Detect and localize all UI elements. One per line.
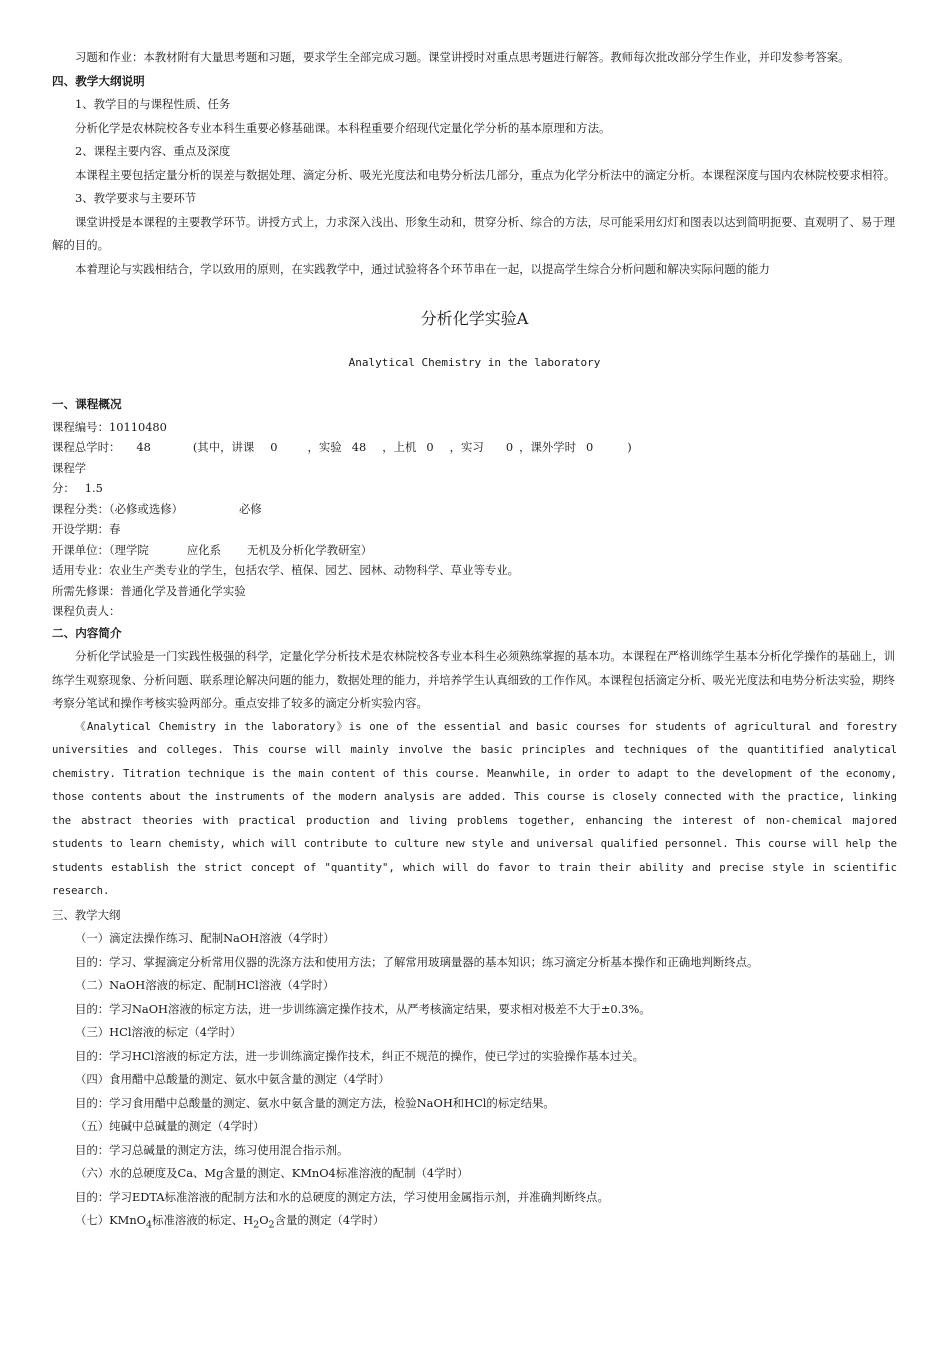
hours-total: 48: [136, 440, 151, 454]
course-title: 分析化学实验A: [420, 309, 529, 328]
unit7-sub3: 2: [268, 1219, 275, 1231]
credit-label-2: 分：: [52, 481, 75, 495]
course-unit: [52, 540, 897, 561]
course-subtitle: Analytical Chemistry in the laboratory: [348, 356, 601, 369]
category-value: 必修: [239, 501, 262, 516]
lecture-hours: 0: [270, 440, 278, 454]
unit-goal: 目的：学习NaOH溶液的标定方法，进一步训练滴定操作技术，从严考核滴定结果，要求相对极差不大于±0.3%。: [75, 1001, 651, 1016]
item1-title: 1、教学目的与课程性质、任务: [75, 97, 231, 111]
extra-hours: 0: [586, 440, 594, 454]
overview-heading: 一、课程概况: [52, 397, 122, 411]
computer-label: ，上机: [382, 440, 417, 454]
content-heading: 二、内容简介: [52, 625, 122, 640]
unit-goal: 目的：学习食用醋中总酸量的测定、氨水中氨含量的测定方法，检验NaOH和HCl的标定结果。: [75, 1095, 555, 1110]
extra-label: ，课外学时: [519, 440, 577, 454]
unit-title: （一）滴定法操作练习、配制NaOH溶液（4学时）: [75, 931, 335, 945]
category-label: 课程分类：（必修或选修）: [52, 501, 183, 516]
syllabus-heading: 三、教学大纲: [52, 907, 121, 922]
unit-goal: 目的：学习、掌握滴定分析常用仪器的洗涤方法和使用方法；了解常用玻璃量器的基本知识；练习滴定分析基本操作和正确地判断终点。: [75, 954, 759, 969]
credit-value: 1.5: [84, 481, 103, 495]
practice-hours: 0: [505, 440, 514, 454]
practice-label: ，实习: [449, 440, 484, 454]
unit7-prefix: （七）KMnO: [75, 1213, 147, 1227]
unit-title: （五）纯碱中总碱量的测定（4学时）: [75, 1119, 265, 1133]
course-leader: 课程负责人：: [52, 604, 121, 618]
unit-dept: 应化系: [186, 542, 222, 557]
unit7-sub2: 2: [253, 1219, 260, 1231]
syllabus-units: [52, 927, 897, 1237]
item3-text: 课堂讲授是本课程的主要教学环节。讲授方式上，力求深入浅出、形象生动和，贯穿分析、综合的方法，尽可能采用幻灯和图表以达到简明扼要、直观明了、易于理解的目的。: [52, 214, 896, 252]
hours-breakdown-open: (其中，讲课: [192, 440, 255, 454]
course-code: 课程编号：10110480: [52, 419, 167, 434]
unit-office: 无机及分析化学教研室）: [247, 542, 373, 557]
item2-text: 本课程主要包括定量分析的误差与数据处理、滴定分析、吸光光度法和电势分析法几部分，重点为化学分析法中的滴定分析。本课程深度与国内农林院校要求相符。: [75, 167, 896, 182]
credit-label-1: 课程学: [52, 460, 87, 475]
unit-title-7: [52, 1209, 897, 1237]
course-hours: [52, 437, 897, 458]
course-category: [52, 499, 897, 520]
item1-text: 分析化学是农林院校各专业本科生重要必修基础课。本科程重要介绍现代定量化学分析的基本原理和方法。: [75, 120, 611, 135]
unit-goal: 目的：学习总碱量的测定方法，练习使用混合指示剂。: [75, 1142, 349, 1157]
lab-hours: 48: [351, 440, 367, 454]
unit7-mid2: O: [259, 1213, 269, 1227]
unit-title: （三）HCl溶液的标定（4学时）: [75, 1025, 242, 1039]
unit-goal: 目的：学习HCl溶液的标定方法，进一步训练滴定操作技术，纠正不规范的操作，使已学过的实验操作基本过关。: [75, 1048, 645, 1063]
unit-goal: 目的：学习EDTA标准溶液的配制方法和水的总硬度的测定方法，学习使用金属指示剂，并准确判断终点。: [75, 1189, 609, 1204]
outline-heading: 四、教学大纲说明: [52, 73, 145, 88]
unit7-mid: 标准溶液的标定、H: [152, 1213, 254, 1227]
unit-title: （四）食用醋中总酸量的测定、氨水中氨含量的测定（4学时）: [75, 1072, 390, 1086]
course-credit: [52, 478, 897, 499]
item3-text2: 本着理论与实践相结合，学以致用的原则，在实践教学中，通过试验将各个环节串在一起，以提高学生综合分析问题和解决实际问题的能力: [75, 261, 770, 276]
unit7-suffix: 含量的测定（4学时）: [274, 1213, 385, 1227]
homework-paragraph: 习题和作业：本教材附有大量思考题和习题，要求学生全部完成习题。课堂讲授时对重点思考题进行解答。教师每次批改部分学生作业，并印发参考答案。: [75, 50, 850, 64]
unit-label: 开课单位：（理学院: [52, 542, 149, 557]
hours-label: 课程总学时：: [52, 440, 121, 454]
unit7-sub1: 4: [146, 1219, 153, 1231]
content-cn: 分析化学试验是一门实践性极强的科学，定量化学分析技术是农林院校各专业本科生必须熟练掌握的基本功。本课程在严格训练学生基本分析化学操作的基础上，训练学生观察现象、分析问题、联系理论解决问题的能力，数据处理的能力，并培养学生认真细致的工作作风。本课程包括滴定分析、吸光光度法和电势分析法实验，期终考察分笔试和操作考核实验两部分。重点安排了较多的滴定分析实验内容。: [52, 649, 896, 710]
course-semester: 开设学期：春: [52, 522, 121, 536]
item3-title: 3、教学要求与主要环节: [75, 191, 197, 205]
document-page: [52, 46, 897, 1237]
course-prereq: 所需先修课：普通化学及普通化学实验: [52, 583, 246, 598]
course-majors: 适用专业：农业生产类专业的学生，包括农学、植保、园艺、园林、动物科学、草业等专业。: [52, 563, 520, 577]
unit-title: （六）水的总硬度及Ca、Mg含量的测定、KMnO4标准溶液的配制（4学时）: [75, 1166, 469, 1180]
unit-title: （二）NaOH溶液的标定、配制HCl溶液（4学时）: [75, 978, 335, 992]
item2-title: 2、课程主要内容、重点及深度: [75, 144, 231, 158]
content-en: 《Analytical Chemistry in the laboratory》is one of the essential and basic courses for students of agricultural and forestry universities and colleges. This course will mainly involve the basic principles and techniques of the quantitified analytical chemistry. Titration technique is the main content of this course. Meanwhile, in order to adapt to the development of the economy, those contents about the instruments of the modern analysis are added. This course is closely connected with the practice, linking the abstract theories with practical production and living problems together, enhancing the interest of non-chemical majored students to learn chemisty, which will contribute to culture new style and universal qualified personnel. This course will help the students establish the strict concept of "quantity", which will do favor to train their ability and precise style in scientific research.: [52, 720, 897, 897]
lab-label: ，实验: [307, 440, 342, 454]
hours-close: ): [627, 440, 632, 454]
computer-hours: 0: [426, 440, 434, 454]
